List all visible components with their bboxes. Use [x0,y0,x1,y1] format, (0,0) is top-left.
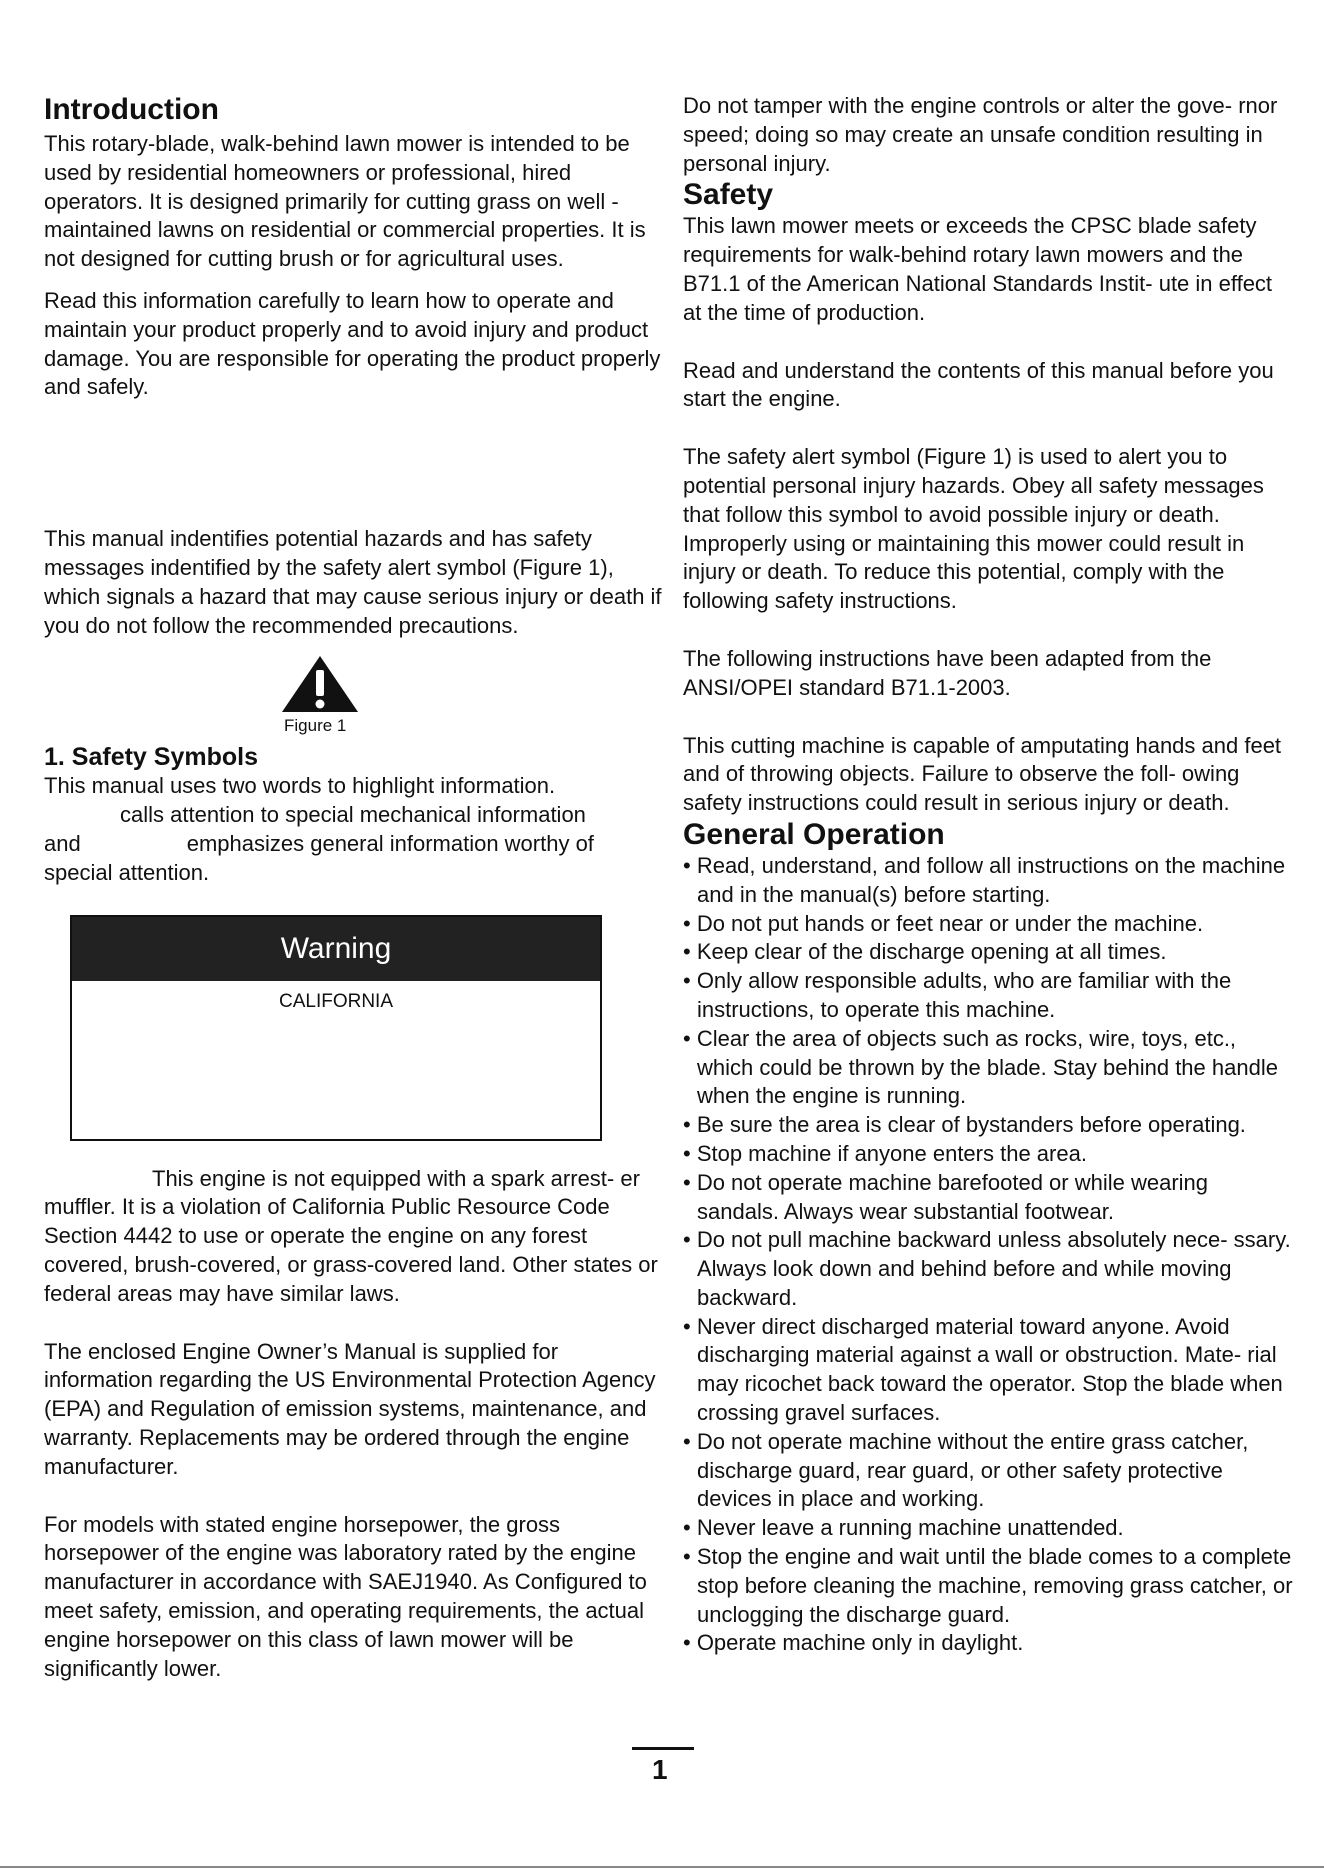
left-column [44,92,666,1683]
horsepower-paragraph: For models with stated engine horsepower, the gross horsepower of the engine was laboratory rated by the engine manufacturer in accordance with SAEJ1940. As Configured to meet safety, emission, and operating requirements, the actual engine horsepower on this class of lawn mower will be significantly lower. [44,1511,647,1681]
symbols-line-1: This manual uses two words to highlight information. [44,773,556,799]
safety-paragraph-4: The following instructions have been adapted from the ANSI/OPEI standard B71.1-2003. [683,645,1212,700]
list-item: • Only allow responsible adults, who are familiar with the instructions, to operate this machine. [683,968,1232,1022]
list-item: • Keep clear of the discharge opening at all times. [683,939,1167,965]
list-item: • Stop machine if anyone enters the area. [683,1140,1087,1166]
safety-paragraph-5: This cutting machine is capable of amputating hands and feet and of throwing objects. Failure to observe the foll- owing safety instructions could result in serious injury or death. [683,732,1282,816]
safety-alert-triangle-icon [280,654,360,714]
list-item: • Stop the engine and wait until the blade comes to a complete stop before cleaning the machine, removing grass catcher, or unclogging the discharge guard. [683,1544,1293,1627]
warning-box [70,915,602,1141]
warning-body: CALIFORNIA [278,990,394,1012]
list-item: • Read, understand, and follow all instructions on the machine and in the manual(s) before starting. [683,852,1286,907]
list-item: • Be sure the area is clear of bystanders before operating. [683,1112,1246,1138]
list-item: • Do not pull machine backward unless absolutely nece- ssary. Always look down and behind before and while moving backward. [683,1227,1291,1310]
manual-hazards-paragraph: This manual indentifies potential hazards and has safety messages indentified by the safety alert symbol (Figure 1), which signals a hazard that may cause serious injury or death if you do not follow the recommended precautions. [44,526,662,638]
intro-paragraph-2: Read this information carefully to learn how to operate and maintain your product properly and to avoid injury and product damage. You are responsible for operating the product properly and safely. [44,287,661,400]
page-number: 1 [652,1754,668,1785]
list-item: • Never direct discharged material toward anyone. Avoid discharging material against a wall or obstruction. Mate- rial may ricochet back toward the operator. Stop the blade when crossing gravel surfaces. [683,1313,1283,1426]
general-operation-heading: General Operation [683,817,945,851]
figure-caption: Figure 1 [284,716,347,736]
figure-1 [44,652,666,742]
safety-paragraph-3: The safety alert symbol (Figure 1) is used to alert you to potential personal injury hazards. Obey all safety messages that follow this symbol to avoid possible injury or death. Improperly using or maintaining this mower could result in injury or death. To reduce this potential, comply with the following safety instructions. [683,444,1264,614]
safety-paragraph-2: Read and understand the contents of this manual before you start the engine. [683,357,1274,412]
general-operation-list [683,852,1293,1658]
warning-header: Warning [72,917,600,981]
list-item: • Operate machine only in daylight. [683,1630,1024,1656]
intro-paragraph-1: This rotary-blade, walk-behind lawn mower is intended to be used by residential homeowners or professional, hired operators. It is designed primarily for cutting grass on well -maintained lawns on residential or commercial properties. It is not designed for cutting brush or for agricultural uses. [44,131,646,272]
safety-paragraph-1: This lawn mower meets or exceeds the CPSC blade safety requirements for walk-behind rotary lawn mowers and the B71.1 of the American National Standards Instit- ute in effect at the time of production. [683,213,1273,325]
list-item: • Do not operate machine barefooted or while wearing sandals. Always wear substantial footwear. [683,1169,1209,1224]
symbols-line-2: calls attention to special mechanical information [120,802,586,828]
page-number-rule [632,1747,694,1750]
list-item: • Never leave a running machine unattended. [683,1515,1124,1541]
tamper-paragraph: Do not tamper with the engine controls or alter the gove- rnor speed; doing so may create an unsafe condition resulting in personal injury. [683,93,1278,176]
bottom-edge-rule [0,1866,1324,1868]
introduction-heading: Introduction [44,93,219,126]
epa-paragraph: The enclosed Engine Owner’s Manual is supplied for information regarding the US Environmental Protection Agency (EPA) and Regulation of emission systems, maintenance, and warranty. Replacements may be ordered through the engine manufacturer. [44,1338,656,1479]
safety-heading: Safety [683,178,774,212]
symbols-line-4: special attention. [44,859,210,885]
symbols-line-3: and emphasizes general information worthy of [44,830,594,856]
list-item: • Clear the area of objects such as rocks, wire, toys, etc., which could be thrown by the blade. Stay behind the handle when the engine is running. [683,1025,1278,1109]
list-item: • Do not operate machine without the entire grass catcher, discharge guard, rear guard, or other safety protective devices in place and working. [683,1428,1249,1512]
right-column [683,92,1293,1658]
list-item: • Do not put hands or feet near or under the machine. [683,910,1204,936]
spark-arrester-paragraph: This engine is not equipped with a spark arrest- er muffler. It is a violation of California Public Resource Code Section 4442 to use or operate the engine on any forest covered, brush-covered, or grass-covered land. Other states or federal areas may have similar laws. [44,1165,658,1306]
safety-symbols-heading: 1. Safety Symbols [44,743,258,772]
